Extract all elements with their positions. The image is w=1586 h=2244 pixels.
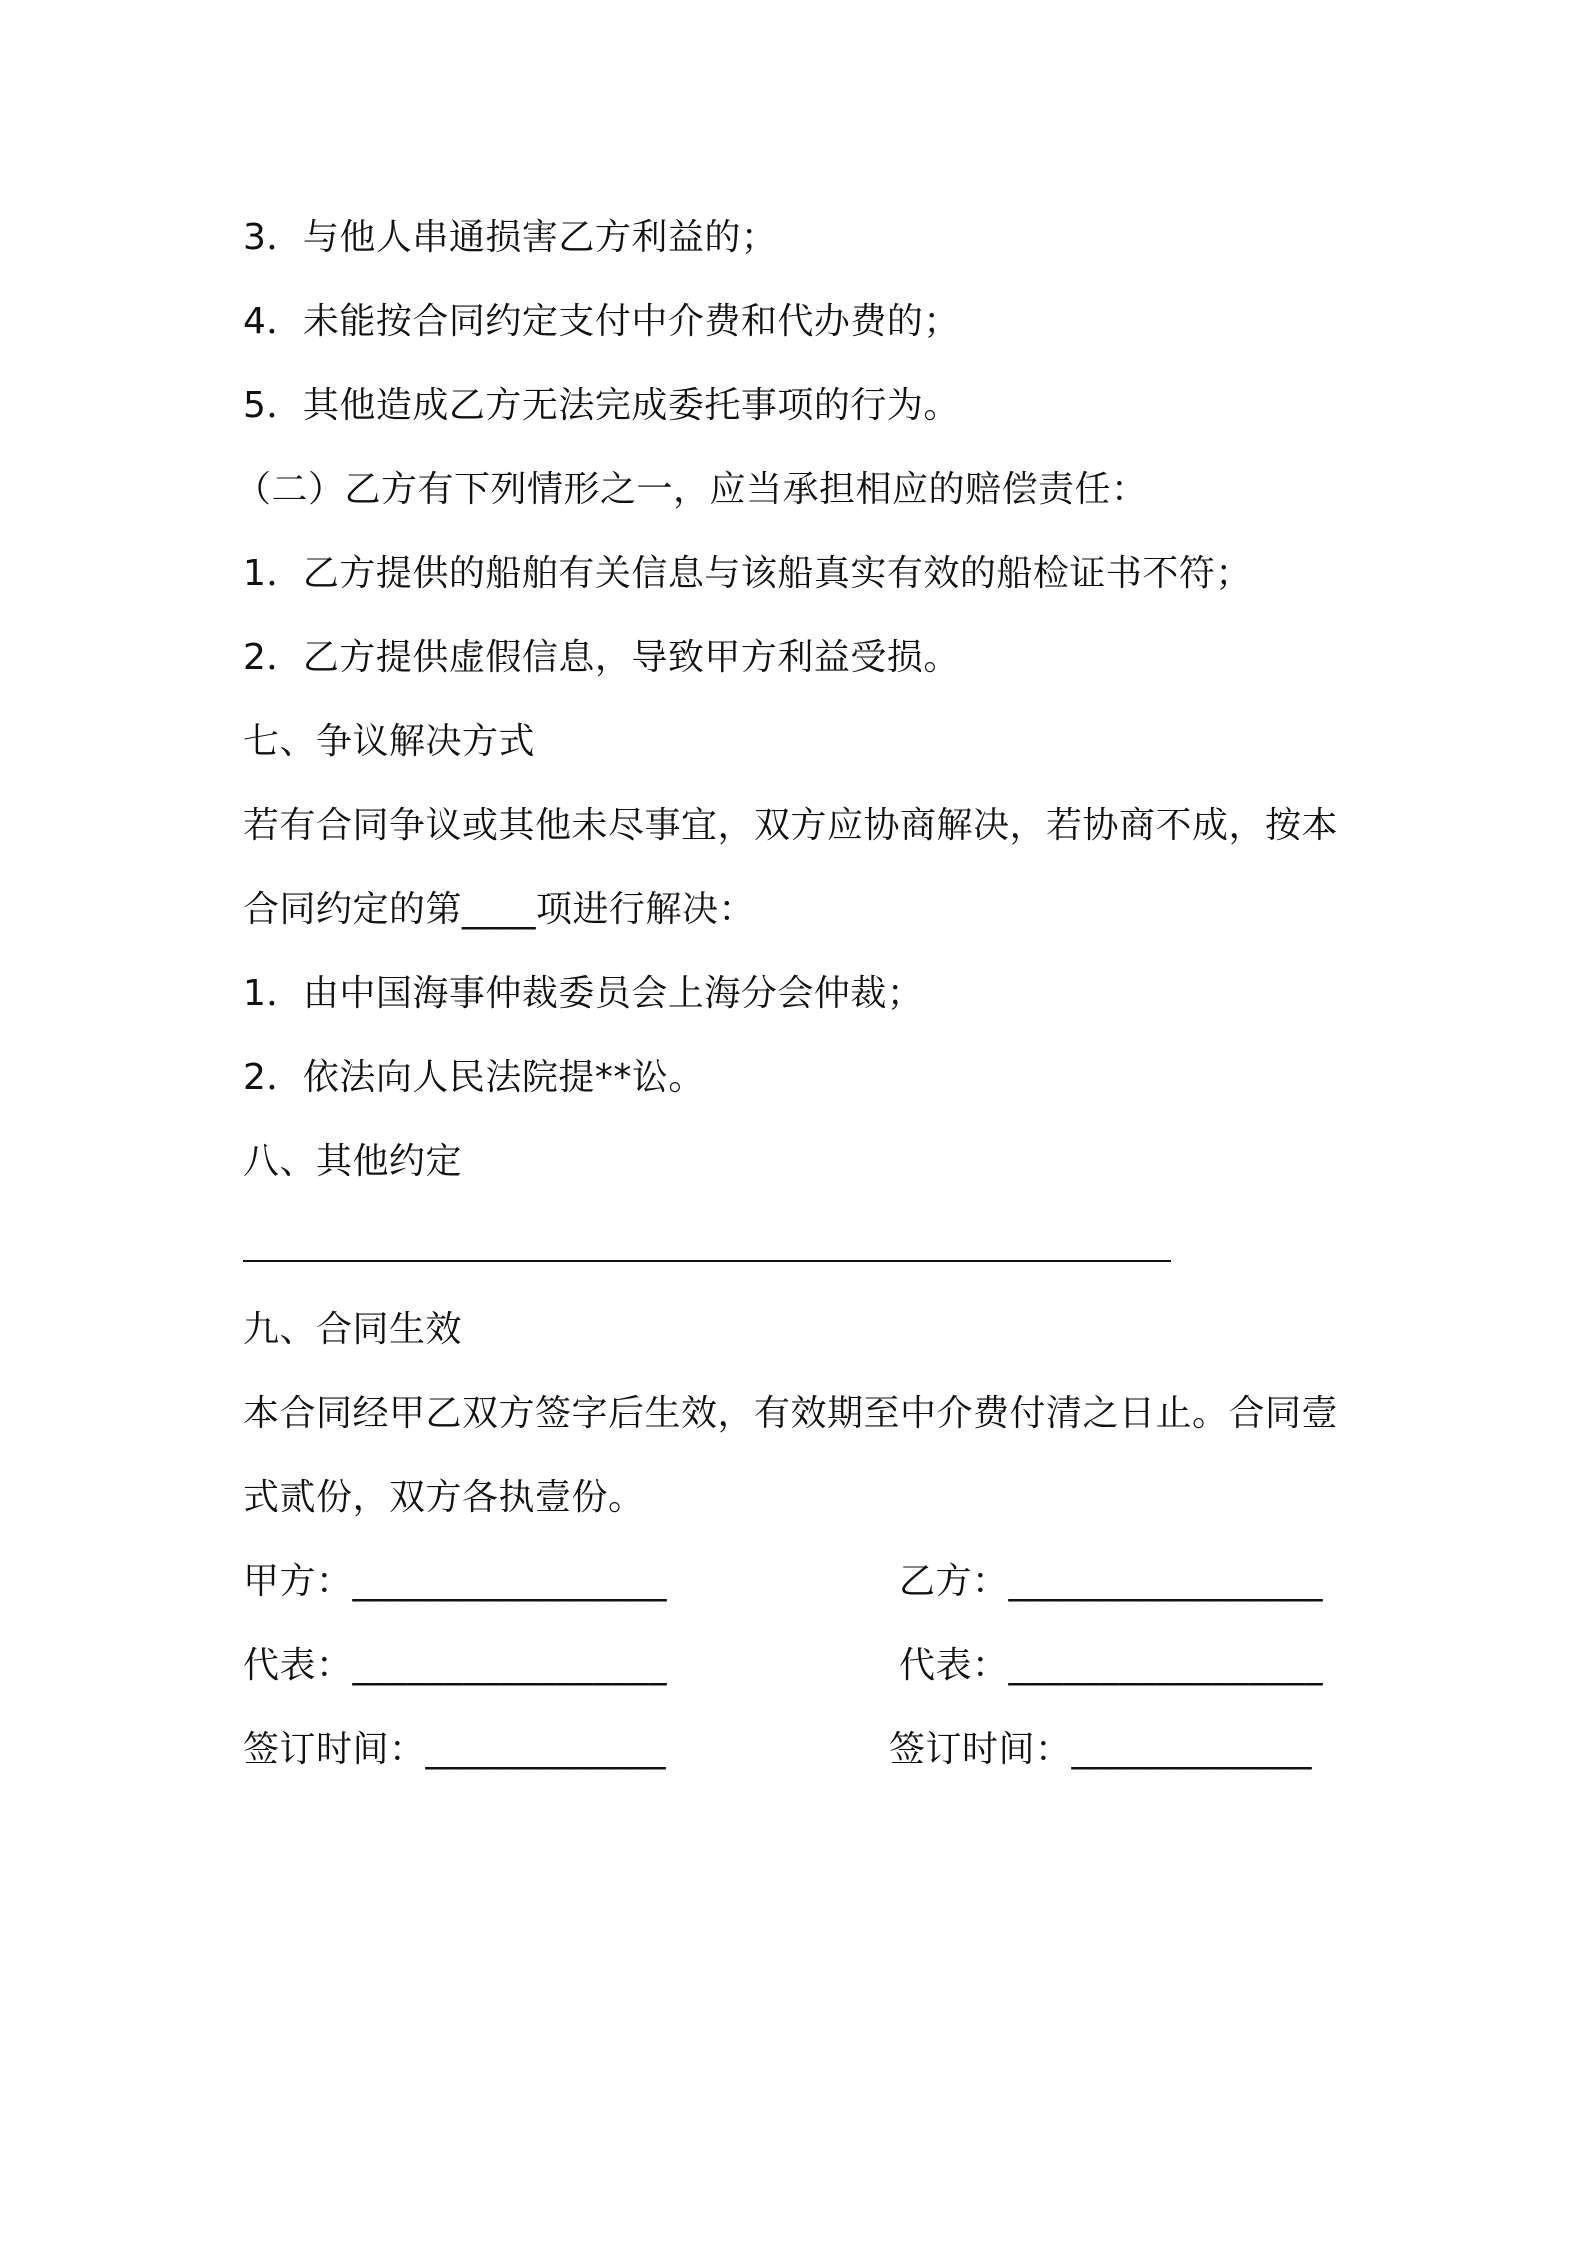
signature-row-date [243, 1708, 1363, 1792]
section-heading-7: 七、争议解决方式 [243, 721, 536, 762]
clause-line-4: 4．未能按合同约定支付中介费和代办费的； [243, 301, 960, 342]
party-b-representative: 代表：_________________ [899, 1645, 1324, 1686]
dispute-option-2: 2．依法向人民法院提**讼。 [243, 1057, 705, 1098]
party-a-representative: 代表：_________________ [243, 1645, 668, 1686]
clause-b-line-2: 2．乙方提供虚假信息，导致甲方利益受损。 [243, 637, 960, 678]
clause-line-3: 3．与他人串通损害乙方利益的； [243, 217, 778, 258]
effect-paragraph-line-2: 式贰份，双方各执壹份。 [243, 1477, 645, 1518]
other-terms-blank-line [243, 1204, 1363, 1288]
party-a-signature: 甲方：_________________ [243, 1561, 668, 1602]
clause-b-line-1: 1．乙方提供的船舶有关信息与该船真实有效的船检证书不符； [243, 553, 1252, 594]
signature-row-party [243, 1540, 1363, 1624]
dispute-option-1: 1．由中国海事仲裁委员会上海分会仲裁； [243, 973, 924, 1014]
section-heading-9: 九、合同生效 [243, 1309, 463, 1350]
party-a-sign-date: 签订时间：_____________ [243, 1729, 667, 1770]
party-b-signature: 乙方：_________________ [899, 1561, 1324, 1602]
document-body [235, 196, 1363, 1792]
clause-line-5: 5．其他造成乙方无法完成委托事项的行为。 [243, 385, 960, 426]
dispute-paragraph-line-2: 合同约定的第____项进行解决： [243, 889, 756, 930]
section-heading-8: 八、其他约定 [243, 1141, 463, 1182]
blank-underline [243, 1260, 1171, 1262]
clause-heading-b: （二）乙方有下列情形之一，应当承担相应的赔偿责任： [235, 469, 1148, 510]
signature-row-representative [243, 1624, 1363, 1708]
party-b-sign-date: 签订时间：_____________ [889, 1729, 1313, 1770]
effect-paragraph-line-1: 本合同经甲乙双方签字后生效，有效期至中介费付清之日止。合同壹 [243, 1393, 1339, 1434]
dispute-paragraph-line-1: 若有合同争议或其他未尽事宜，双方应协商解决，若协商不成，按本 [243, 805, 1339, 846]
